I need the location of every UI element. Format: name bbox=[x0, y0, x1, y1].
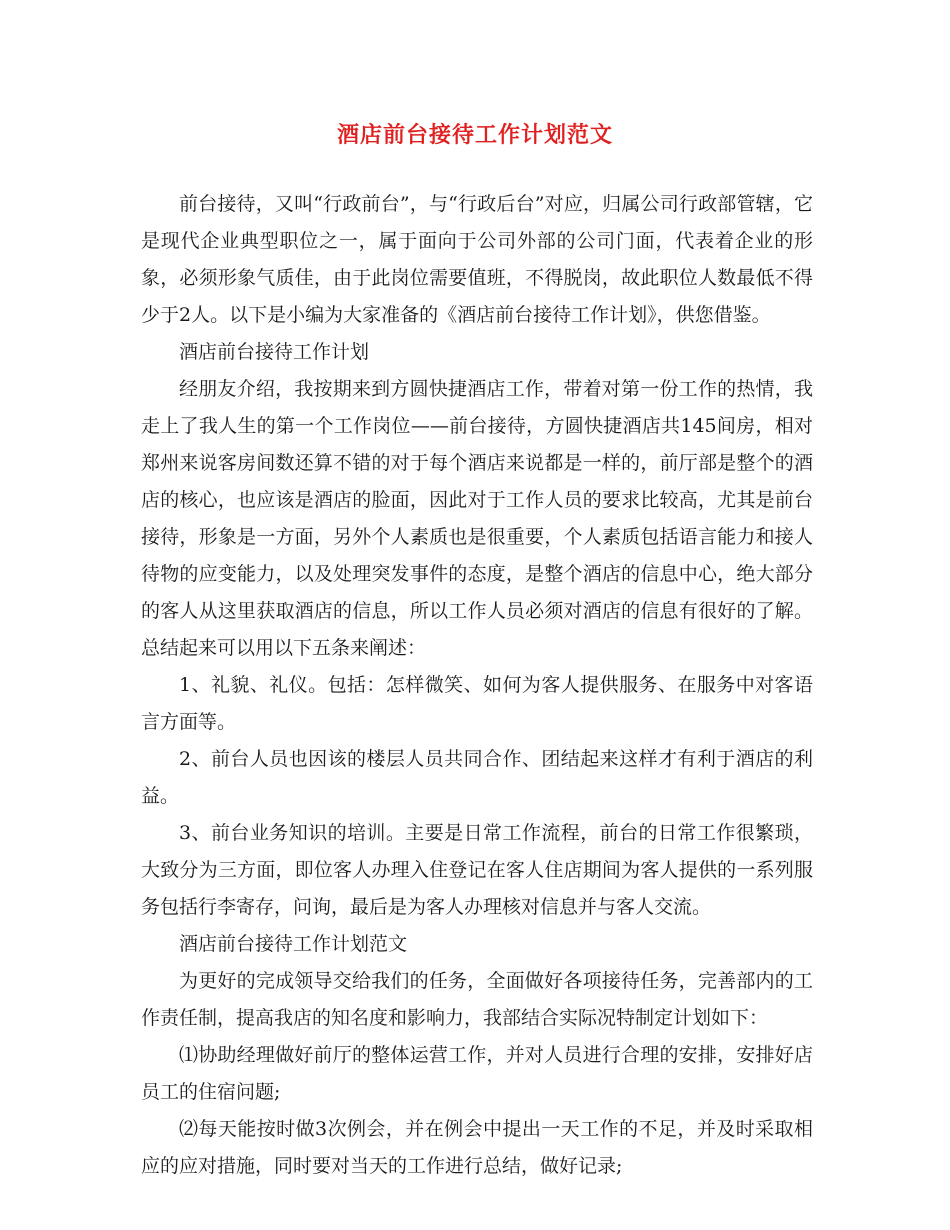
plan-item-1: ⑴协助经理做好前厅的整体运营工作，并对人员进行合理的安排，安排好店员工的住宿问题; bbox=[141, 1044, 813, 1103]
list-item-1: 1、礼貌、礼仪。包括：怎样微笑、如何为客人提供服务、在服务中对客语言方面等。 bbox=[141, 674, 813, 733]
section-heading-plan: 酒店前台接待工作计划 bbox=[179, 341, 370, 363]
paragraph-intro: 前台接待，又叫“行政前台”，与“行政后台”对应，归属公司行政部管辖，它是现代企业典型职位之一，属于面向于公司外部的公司门面，代表着企业的形象，必须形象气质佳，由于此岗位需要值班，不得脱岗，故此职位人数最低不得少于2人。以下是小编为大家准备的《酒店前台接待工作计划》，供您借鉴。 bbox=[141, 193, 813, 326]
plan-item-2: ⑵每天能按时做3次例会，并在例会中提出一天工作的不足，并及时采取相应的应对措施，同时要对当天的工作进行总结，做好记录; bbox=[141, 1118, 813, 1177]
paragraph-experience: 经朋友介绍，我按期来到方圆快捷酒店工作，带着对第一份工作的热情，我走上了我人生的第一个工作岗位——前台接待，方圆快捷酒店共145间房，相对郑州来说客房间数还算不错的对于每个酒店来说都是一样的，前厅部是整个的酒店的核心，也应该是酒店的脸面，因此对于工作人员的要求比较高，尤其是前台接待，形象是一方面，另外个人素质也是很重要，个人素质包括语言能力和接人待物的应变能力，以及处理突发事件的态度，是整个酒店的信息中心，绝大部分的客人从这里获取酒店的信息，所以工作人员必须对酒店的信息有很好的了解。总结起来可以用以下五条来阐述： bbox=[141, 378, 813, 659]
section-heading-sample: 酒店前台接待工作计划范文 bbox=[179, 933, 408, 955]
document-body bbox=[141, 186, 813, 1185]
list-item-2: 2、前台人员也因该的楼层人员共同合作、团结起来这样才有利于酒店的利益。 bbox=[141, 748, 813, 807]
paragraph-goal: 为更好的完成领导交给我们的任务，全面做好各项接待任务，完善部内的工作责任制，提高我店的知名度和影响力，我部结合实际况特制定计划如下： bbox=[141, 970, 813, 1029]
document-title: 酒店前台接待工作计划范文 bbox=[336, 122, 613, 148]
list-item-3: 3、前台业务知识的培训。主要是日常工作流程，前台的日常工作很繁琐，大致分为三方面，即位客人办理入住登记在客人住店期间为客人提供的一系列服务包括行李寄存，问询，最后是为客人办理核对信息并与客人交流。 bbox=[141, 822, 813, 918]
